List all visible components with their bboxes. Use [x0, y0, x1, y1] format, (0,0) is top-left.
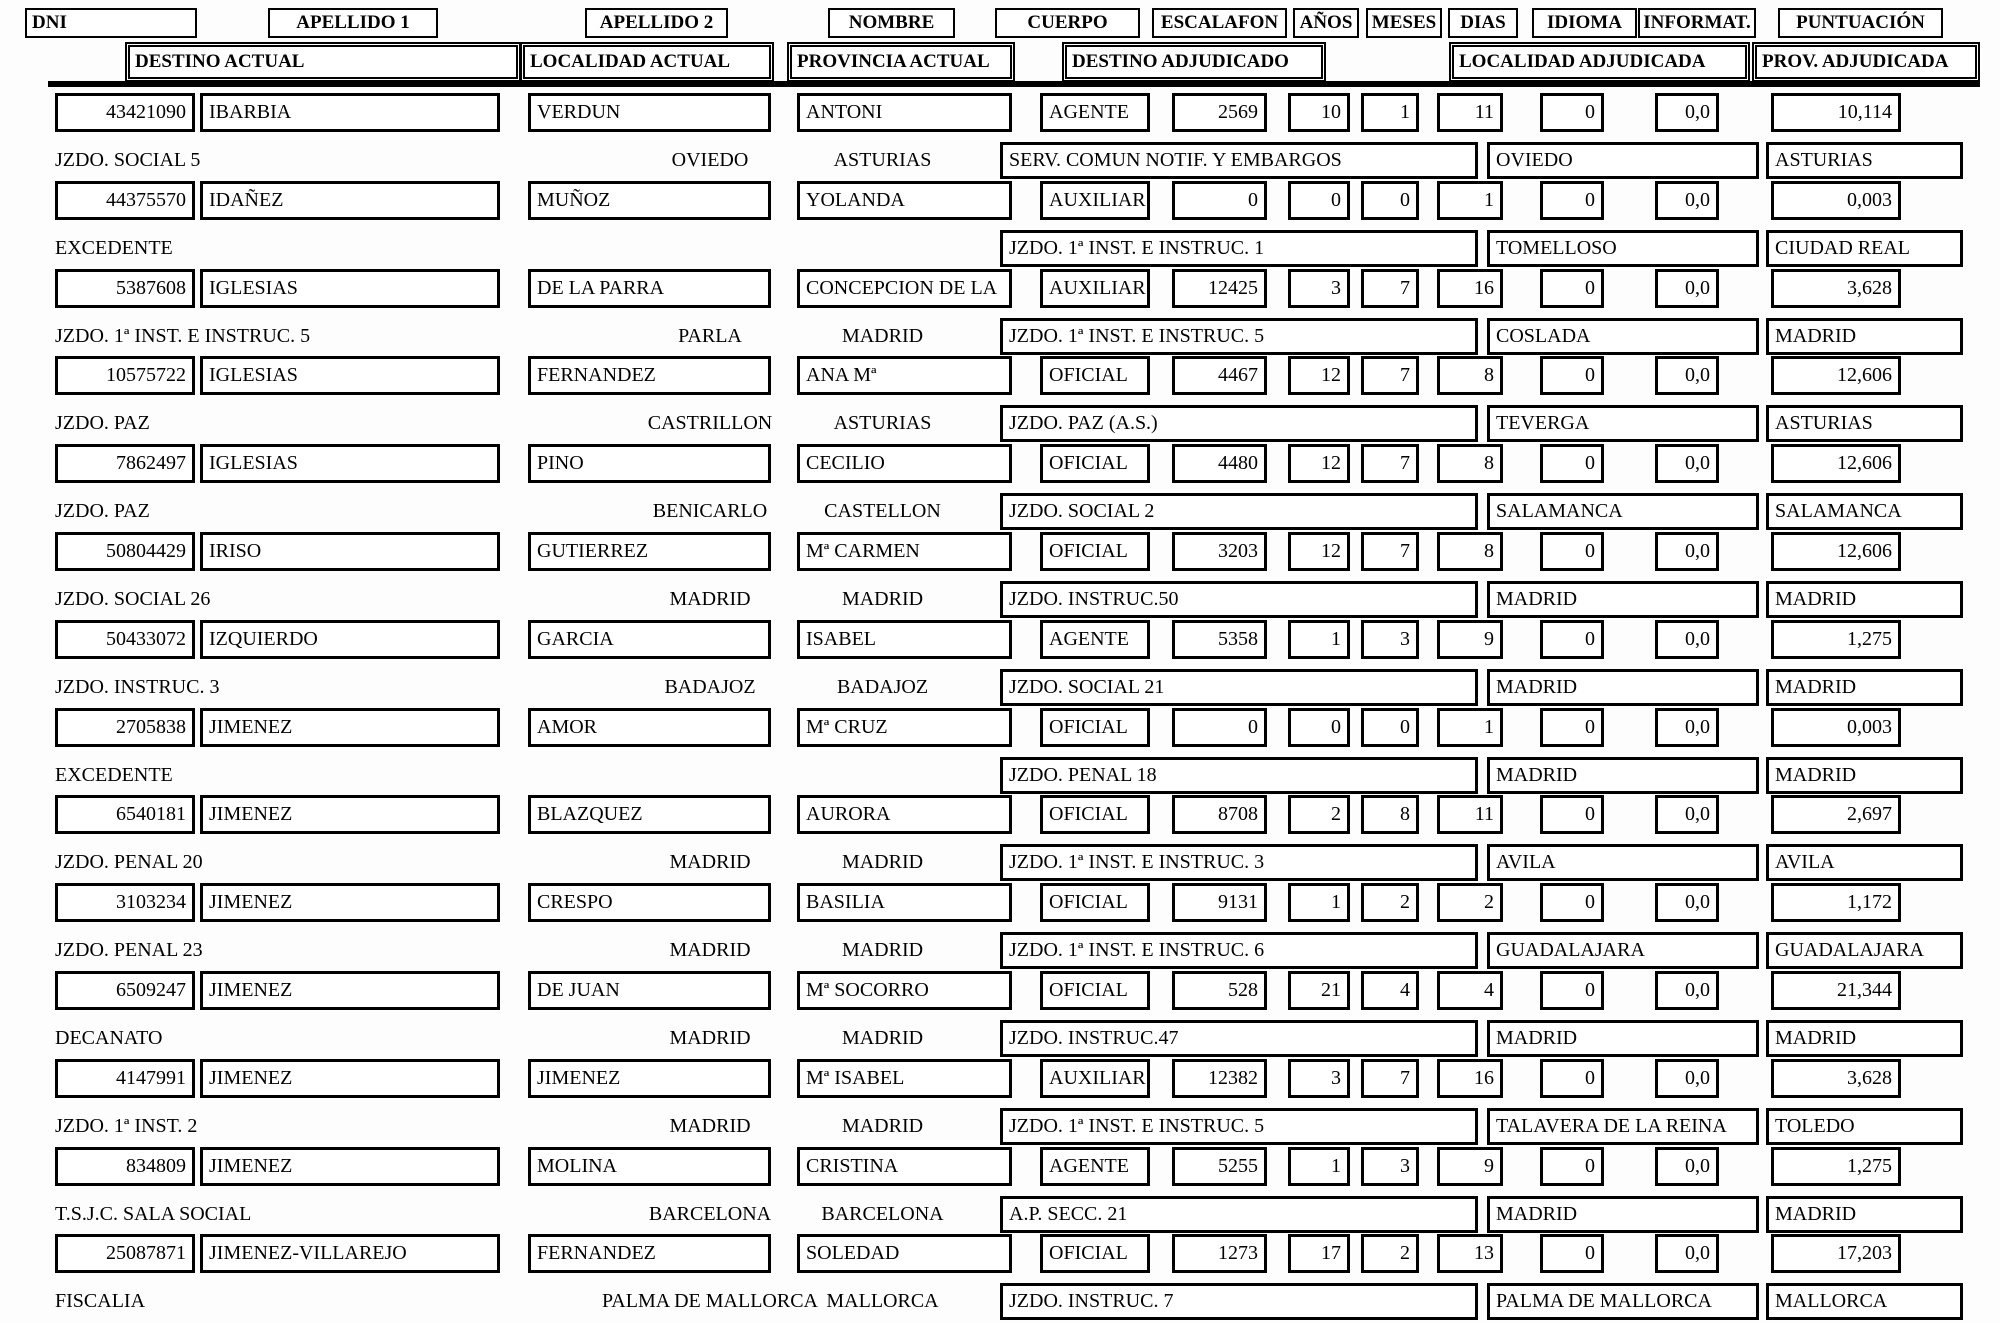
- idioma-value: 0: [1540, 444, 1604, 483]
- provincia-actual-value: MADRID: [841, 1026, 924, 1049]
- meses-value: 2: [1361, 1234, 1419, 1273]
- escalafon-value: 8708: [1172, 795, 1267, 834]
- idioma-value: 0: [1540, 1147, 1604, 1186]
- destino-actual-value: T.S.J.C. SALA SOCIAL: [55, 1202, 252, 1225]
- apellido2-value: AMOR: [528, 708, 771, 747]
- dni-value: 7862497: [55, 444, 195, 483]
- prov-adjudicada-value: ASTURIAS: [1766, 142, 1963, 179]
- anos-value: 17: [1288, 1234, 1350, 1273]
- informat-value: 0,0: [1655, 1059, 1719, 1098]
- destino-actual-value: JZDO. 1ª INST. 2: [55, 1114, 198, 1137]
- puntuacion-value: 17,203: [1771, 1234, 1901, 1273]
- puntuacion-value: 12,606: [1771, 444, 1901, 483]
- localidad-actual-value: MADRID: [669, 939, 751, 962]
- localidad-adjudicada-value: TOMELLOSO: [1487, 230, 1759, 267]
- apellido2-value: DE JUAN: [528, 971, 771, 1010]
- cuerpo-value: OFICIAL: [1040, 795, 1150, 834]
- dni-value: 25087871: [55, 1234, 195, 1273]
- localidad-adjudicada-value: TALAVERA DE LA REINA: [1487, 1108, 1759, 1145]
- apellido2-value: VERDUN: [528, 93, 771, 132]
- destino-actual-value: JZDO. PAZ: [55, 500, 150, 523]
- record-row: [0, 181, 2000, 269]
- destino-actual-column-header: DESTINO ACTUAL: [128, 45, 518, 79]
- informat-value: 0,0: [1655, 181, 1719, 220]
- localidad-actual-value: PALMA DE MALLORCA: [602, 1290, 818, 1313]
- anos-value: 1: [1288, 883, 1350, 922]
- provincia-actual-value: ASTURIAS: [833, 149, 932, 171]
- apellido2-value: MUÑOZ: [528, 181, 771, 220]
- puntuacion-column-header: PUNTUACIÓN: [1778, 8, 1943, 38]
- puntuacion-value: 21,344: [1771, 971, 1901, 1010]
- localidad-actual-value: BENICARLO: [652, 500, 768, 523]
- prov-adjudicada-value: GUADALAJARA: [1766, 932, 1963, 969]
- apellido1-value: JIMENEZ: [200, 795, 500, 834]
- cuerpo-value: OFICIAL: [1040, 444, 1150, 483]
- idioma-value: 0: [1540, 93, 1604, 132]
- dni-column-header: DNI: [25, 8, 197, 38]
- apellido1-value: JIMENEZ: [200, 971, 500, 1010]
- dni-value: 44375570: [55, 181, 195, 220]
- apellido1-value: IZQUIERDO: [200, 620, 500, 659]
- destino-adjudicado-value: JZDO. INSTRUC.50: [1000, 581, 1478, 618]
- localidad-actual-value: MADRID: [669, 851, 751, 874]
- localidad-actual-value: MADRID: [669, 587, 751, 610]
- idioma-value: 0: [1540, 883, 1604, 922]
- meses-value: 4: [1361, 971, 1419, 1010]
- record-row: [0, 708, 2000, 796]
- record-row: [0, 795, 2000, 883]
- meses-value: 7: [1361, 1059, 1419, 1098]
- apellido2-value: JIMENEZ: [528, 1059, 771, 1098]
- dias-column-header: DIAS: [1448, 8, 1518, 38]
- destino-actual-value: JZDO. 1ª INST. E INSTRUC. 5: [55, 324, 311, 347]
- dias-value: 1: [1437, 181, 1503, 220]
- destino-adjudicado-value: JZDO. 1ª INST. E INSTRUC. 5: [1000, 1108, 1478, 1145]
- provincia-actual-value: BADAJOZ: [836, 675, 929, 698]
- nombre-column-header: NOMBRE: [828, 8, 955, 38]
- record-row: [0, 93, 2000, 181]
- cuerpo-value: AGENTE: [1040, 1147, 1150, 1186]
- localidad-adjudicada-column-header: LOCALIDAD ADJUDICADA: [1452, 45, 1747, 79]
- anos-value: 21: [1288, 971, 1350, 1010]
- cuerpo-value: AGENTE: [1040, 93, 1150, 132]
- nombre-value: Mª CRUZ: [797, 708, 1012, 747]
- informat-value: 0,0: [1655, 883, 1719, 922]
- informat-value: 0,0: [1655, 532, 1719, 571]
- escalafon-value: 12425: [1172, 269, 1267, 308]
- localidad-actual-value: PARLA: [678, 324, 742, 347]
- escalafon-value: 9131: [1172, 883, 1267, 922]
- apellido1-value: IGLESIAS: [200, 356, 500, 395]
- localidad-actual-value: CASTRILLON: [647, 412, 773, 435]
- informat-value: 0,0: [1655, 795, 1719, 834]
- destino-actual-value: EXCEDENTE: [55, 236, 173, 259]
- prov-adjudicada-value: AVILA: [1766, 844, 1963, 881]
- record-row: [0, 1059, 2000, 1147]
- meses-value: 2: [1361, 883, 1419, 922]
- idioma-value: 0: [1540, 708, 1604, 747]
- dias-value: 2: [1437, 883, 1503, 922]
- apellido2-value: PINO: [528, 444, 771, 483]
- prov-adjudicada-value: MADRID: [1766, 1020, 1963, 1057]
- destino-adjudicado-value: A.P. SECC. 21: [1000, 1196, 1478, 1233]
- nombre-value: BASILIA: [797, 883, 1012, 922]
- apellido1-value: JIMENEZ: [200, 883, 500, 922]
- apellido1-column-header: APELLIDO 1: [268, 8, 438, 38]
- records-list: [0, 93, 2000, 1322]
- apellido1-value: IGLESIAS: [200, 269, 500, 308]
- apellido2-value: FERNANDEZ: [528, 1234, 771, 1273]
- meses-value: 0: [1361, 708, 1419, 747]
- anos-value: 0: [1288, 708, 1350, 747]
- dias-value: 8: [1437, 532, 1503, 571]
- escalafon-value: 1273: [1172, 1234, 1267, 1273]
- anos-value: 3: [1288, 1059, 1350, 1098]
- escalafon-value: 5255: [1172, 1147, 1267, 1186]
- puntuacion-value: 3,628: [1771, 1059, 1901, 1098]
- destino-adjudicado-value: JZDO. 1ª INST. E INSTRUC. 3: [1000, 844, 1478, 881]
- informat-value: 0,0: [1655, 269, 1719, 308]
- apellido1-value: JIMENEZ: [200, 1059, 500, 1098]
- anos-value: 0: [1288, 181, 1350, 220]
- nombre-value: ANA Mª: [797, 356, 1012, 395]
- dias-value: 16: [1437, 1059, 1503, 1098]
- informat-column-header: INFORMAT.: [1638, 8, 1756, 38]
- escalafon-column-header: ESCALAFON: [1152, 8, 1287, 38]
- dni-value: 10575722: [55, 356, 195, 395]
- anos-value: 3: [1288, 269, 1350, 308]
- anos-value: 1: [1288, 1147, 1350, 1186]
- idioma-value: 0: [1540, 1234, 1604, 1273]
- destino-adjudicado-value: JZDO. 1ª INST. E INSTRUC. 1: [1000, 230, 1478, 267]
- puntuacion-value: 3,628: [1771, 269, 1901, 308]
- cuerpo-value: OFICIAL: [1040, 708, 1150, 747]
- idioma-value: 0: [1540, 620, 1604, 659]
- puntuacion-value: 0,003: [1771, 708, 1901, 747]
- idioma-value: 0: [1540, 356, 1604, 395]
- nombre-value: AURORA: [797, 795, 1012, 834]
- prov-adjudicada-value: MADRID: [1766, 669, 1963, 706]
- prov-adjudicada-value: ASTURIAS: [1766, 405, 1963, 442]
- localidad-adjudicada-value: PALMA DE MALLORCA: [1487, 1283, 1759, 1320]
- dni-value: 3103234: [55, 883, 195, 922]
- apellido1-value: IBARBIA: [200, 93, 500, 132]
- record-row: [0, 883, 2000, 971]
- prov-adjudicada-value: CIUDAD REAL: [1766, 230, 1963, 267]
- provincia-actual-column-header: PROVINCIA ACTUAL: [790, 45, 1012, 79]
- meses-value: 3: [1361, 1147, 1419, 1186]
- escalafon-value: 0: [1172, 181, 1267, 220]
- puntuacion-value: 1,275: [1771, 620, 1901, 659]
- idioma-value: 0: [1540, 1059, 1604, 1098]
- meses-value: 8: [1361, 795, 1419, 834]
- informat-value: 0,0: [1655, 708, 1719, 747]
- destino-actual-value: DECANATO: [55, 1026, 163, 1049]
- escalafon-value: 2569: [1172, 93, 1267, 132]
- nombre-value: SOLEDAD: [797, 1234, 1012, 1273]
- destino-actual-value: FISCALIA: [55, 1290, 146, 1313]
- record-row: [0, 1234, 2000, 1322]
- localidad-actual-column-header: LOCALIDAD ACTUAL: [523, 45, 771, 79]
- nombre-value: YOLANDA: [797, 181, 1012, 220]
- localidad-adjudicada-value: MADRID: [1487, 1020, 1759, 1057]
- provincia-actual-value: MADRID: [841, 587, 924, 610]
- nombre-value: CRISTINA: [797, 1147, 1012, 1186]
- localidad-adjudicada-value: COSLADA: [1487, 318, 1759, 355]
- anos-value: 2: [1288, 795, 1350, 834]
- apellido1-value: IGLESIAS: [200, 444, 500, 483]
- apellido1-value: JIMENEZ: [200, 708, 500, 747]
- destino-actual-value: JZDO. SOCIAL 26: [55, 587, 211, 610]
- dni-value: 6509247: [55, 971, 195, 1010]
- idioma-value: 0: [1540, 795, 1604, 834]
- informat-value: 0,0: [1655, 93, 1719, 132]
- destino-actual-value: JZDO. INSTRUC. 3: [55, 675, 220, 698]
- escalafon-value: 4480: [1172, 444, 1267, 483]
- anos-value: 10: [1288, 93, 1350, 132]
- idioma-value: 0: [1540, 971, 1604, 1010]
- nombre-value: ANTONI: [797, 93, 1012, 132]
- destino-adjudicado-value: JZDO. INSTRUC. 7: [1000, 1283, 1478, 1320]
- prov-adjudicada-value: TOLEDO: [1766, 1108, 1963, 1145]
- idioma-value: 0: [1540, 181, 1604, 220]
- localidad-actual-value: OVIEDO: [671, 149, 749, 171]
- informat-value: 0,0: [1655, 444, 1719, 483]
- dias-value: 13: [1437, 1234, 1503, 1273]
- puntuacion-value: 12,606: [1771, 356, 1901, 395]
- cuerpo-value: AUXILIAR: [1040, 181, 1150, 220]
- informat-value: 0,0: [1655, 1147, 1719, 1186]
- dni-value: 2705838: [55, 708, 195, 747]
- record-row: [0, 444, 2000, 532]
- apellido1-value: JIMENEZ-VILLAREJO: [200, 1234, 500, 1273]
- provincia-actual-value: MALLORCA: [826, 1290, 939, 1313]
- puntuacion-value: 12,606: [1771, 532, 1901, 571]
- puntuacion-value: 2,697: [1771, 795, 1901, 834]
- destino-actual-value: JZDO. PENAL 23: [55, 939, 203, 962]
- nombre-value: CECILIO: [797, 444, 1012, 483]
- meses-value: 3: [1361, 620, 1419, 659]
- dni-value: 50804429: [55, 532, 195, 571]
- escalafon-value: 12382: [1172, 1059, 1267, 1098]
- nombre-value: CONCEPCION DE LA: [797, 269, 1012, 308]
- destino-adjudicado-value: JZDO. PAZ (A.S.): [1000, 405, 1478, 442]
- cuerpo-value: OFICIAL: [1040, 532, 1150, 571]
- prov-adjudicada-value: MADRID: [1766, 581, 1963, 618]
- localidad-adjudicada-value: MADRID: [1487, 581, 1759, 618]
- meses-value: 7: [1361, 532, 1419, 571]
- record-row: [0, 620, 2000, 708]
- localidad-adjudicada-value: TEVERGA: [1487, 405, 1759, 442]
- meses-value: 7: [1361, 269, 1419, 308]
- dni-value: 50433072: [55, 620, 195, 659]
- provincia-actual-value: [790, 233, 975, 263]
- cuerpo-value: AUXILIAR: [1040, 269, 1150, 308]
- dias-value: 9: [1437, 620, 1503, 659]
- localidad-adjudicada-value: MADRID: [1487, 757, 1759, 794]
- destino-actual-value: JZDO. SOCIAL 5: [55, 149, 201, 171]
- dias-value: 9: [1437, 1147, 1503, 1186]
- dias-value: 11: [1437, 93, 1503, 132]
- apellido2-value: CRESPO: [528, 883, 771, 922]
- prov-adjudicada-value: SALAMANCA: [1766, 493, 1963, 530]
- provincia-actual-value: CASTELLON: [824, 500, 941, 523]
- apellido1-value: IRISO: [200, 532, 500, 571]
- destino-actual-value: JZDO. PENAL 20: [55, 851, 203, 874]
- header-separator-rule: [48, 81, 1980, 87]
- idioma-value: 0: [1540, 532, 1604, 571]
- escalafon-value: 5358: [1172, 620, 1267, 659]
- localidad-adjudicada-value: MADRID: [1487, 1196, 1759, 1233]
- provincia-actual-value: BARCELONA: [821, 1202, 944, 1225]
- nombre-value: Mª SOCORRO: [797, 971, 1012, 1010]
- anos-value: 1: [1288, 620, 1350, 659]
- record-row: [0, 532, 2000, 620]
- idioma-column-header: IDIOMA: [1532, 8, 1637, 38]
- dias-value: 8: [1437, 444, 1503, 483]
- puntuacion-value: 1,172: [1771, 883, 1901, 922]
- dni-value: 834809: [55, 1147, 195, 1186]
- localidad-adjudicada-value: AVILA: [1487, 844, 1759, 881]
- provincia-actual-value: [790, 760, 975, 790]
- destino-adjudicado-value: JZDO. 1ª INST. E INSTRUC. 5: [1000, 318, 1478, 355]
- destino-actual-value: JZDO. PAZ: [55, 412, 150, 435]
- localidad-actual-value: MADRID: [669, 1114, 751, 1137]
- localidad-actual-value: BADAJOZ: [664, 675, 756, 698]
- dias-value: 1: [1437, 708, 1503, 747]
- localidad-adjudicada-value: SALAMANCA: [1487, 493, 1759, 530]
- anos-value: 12: [1288, 356, 1350, 395]
- cuerpo-value: OFICIAL: [1040, 971, 1150, 1010]
- provincia-actual-value: MADRID: [841, 939, 924, 962]
- destino-actual-value: EXCEDENTE: [55, 763, 173, 786]
- idioma-value: 0: [1540, 269, 1604, 308]
- escalafon-value: 0: [1172, 708, 1267, 747]
- nombre-value: Mª CARMEN: [797, 532, 1012, 571]
- apellido2-value: BLAZQUEZ: [528, 795, 771, 834]
- meses-value: 7: [1361, 356, 1419, 395]
- meses-column-header: MESES: [1366, 8, 1442, 38]
- escalafon-value: 528: [1172, 971, 1267, 1010]
- informat-value: 0,0: [1655, 356, 1719, 395]
- apellido2-value: DE LA PARRA: [528, 269, 771, 308]
- anos-value: 12: [1288, 444, 1350, 483]
- destino-adjudicado-value: SERV. COMUN NOTIF. Y EMBARGOS: [1000, 142, 1478, 179]
- localidad-actual-value: BARCELONA: [648, 1202, 772, 1225]
- apellido2-column-header: APELLIDO 2: [585, 8, 728, 38]
- destino-adjudicado-value: JZDO. SOCIAL 2: [1000, 493, 1478, 530]
- cuerpo-value: OFICIAL: [1040, 356, 1150, 395]
- apellido2-value: FERNANDEZ: [528, 356, 771, 395]
- meses-value: 7: [1361, 444, 1419, 483]
- record-row: [0, 1147, 2000, 1235]
- prov-adjudicada-value: MADRID: [1766, 318, 1963, 355]
- meses-value: 1: [1361, 93, 1419, 132]
- dni-value: 6540181: [55, 795, 195, 834]
- puntuacion-value: 10,114: [1771, 93, 1901, 132]
- dias-value: 16: [1437, 269, 1503, 308]
- prov-adjudicada-value: MADRID: [1766, 757, 1963, 794]
- destino-adjudicado-value: JZDO. PENAL 18: [1000, 757, 1478, 794]
- record-row: [0, 971, 2000, 1059]
- dni-value: 5387608: [55, 269, 195, 308]
- dias-value: 4: [1437, 971, 1503, 1010]
- nombre-value: ISABEL: [797, 620, 1012, 659]
- anos-value: 12: [1288, 532, 1350, 571]
- apellido1-value: JIMENEZ: [200, 1147, 500, 1186]
- localidad-adjudicada-value: GUADALAJARA: [1487, 932, 1759, 969]
- record-row: [0, 356, 2000, 444]
- destino-adjudicado-value: JZDO. SOCIAL 21: [1000, 669, 1478, 706]
- provincia-actual-value: MADRID: [841, 851, 924, 874]
- informat-value: 0,0: [1655, 971, 1719, 1010]
- destino-adjudicado-column-header: DESTINO ADJUDICADO: [1065, 45, 1323, 79]
- destino-adjudicado-value: JZDO. 1ª INST. E INSTRUC. 6: [1000, 932, 1478, 969]
- meses-value: 0: [1361, 181, 1419, 220]
- provincia-actual-value: ASTURIAS: [833, 412, 932, 435]
- puntuacion-value: 1,275: [1771, 1147, 1901, 1186]
- informat-value: 0,0: [1655, 1234, 1719, 1273]
- apellido2-value: GUTIERREZ: [528, 532, 771, 571]
- dias-value: 11: [1437, 795, 1503, 834]
- localidad-actual-value: MADRID: [669, 1026, 751, 1049]
- prov-adjudicada-value: MADRID: [1766, 1196, 1963, 1233]
- cuerpo-value: AUXILIAR: [1040, 1059, 1150, 1098]
- cuerpo-value: AGENTE: [1040, 620, 1150, 659]
- prov-adjudicada-value: MALLORCA: [1766, 1283, 1963, 1320]
- escalafon-value: 3203: [1172, 532, 1267, 571]
- puntuacion-value: 0,003: [1771, 181, 1901, 220]
- record-row: [0, 269, 2000, 357]
- dias-value: 8: [1437, 356, 1503, 395]
- cuerpo-column-header: CUERPO: [995, 8, 1140, 38]
- informat-value: 0,0: [1655, 620, 1719, 659]
- cuerpo-value: OFICIAL: [1040, 1234, 1150, 1273]
- apellido2-value: MOLINA: [528, 1147, 771, 1186]
- dni-value: 4147991: [55, 1059, 195, 1098]
- nombre-value: Mª ISABEL: [797, 1059, 1012, 1098]
- localidad-adjudicada-value: OVIEDO: [1487, 142, 1759, 179]
- cuerpo-value: OFICIAL: [1040, 883, 1150, 922]
- dni-value: 43421090: [55, 93, 195, 132]
- prov-adjudicada-column-header: PROV. ADJUDICADA: [1755, 45, 1977, 79]
- localidad-adjudicada-value: MADRID: [1487, 669, 1759, 706]
- apellido1-value: IDAÑEZ: [200, 181, 500, 220]
- escalafon-value: 4467: [1172, 356, 1267, 395]
- anos-column-header: AÑOS: [1293, 8, 1359, 38]
- apellido2-value: GARCIA: [528, 620, 771, 659]
- destino-adjudicado-value: JZDO. INSTRUC.47: [1000, 1020, 1478, 1057]
- provincia-actual-value: MADRID: [841, 324, 924, 347]
- provincia-actual-value: MADRID: [841, 1114, 924, 1137]
